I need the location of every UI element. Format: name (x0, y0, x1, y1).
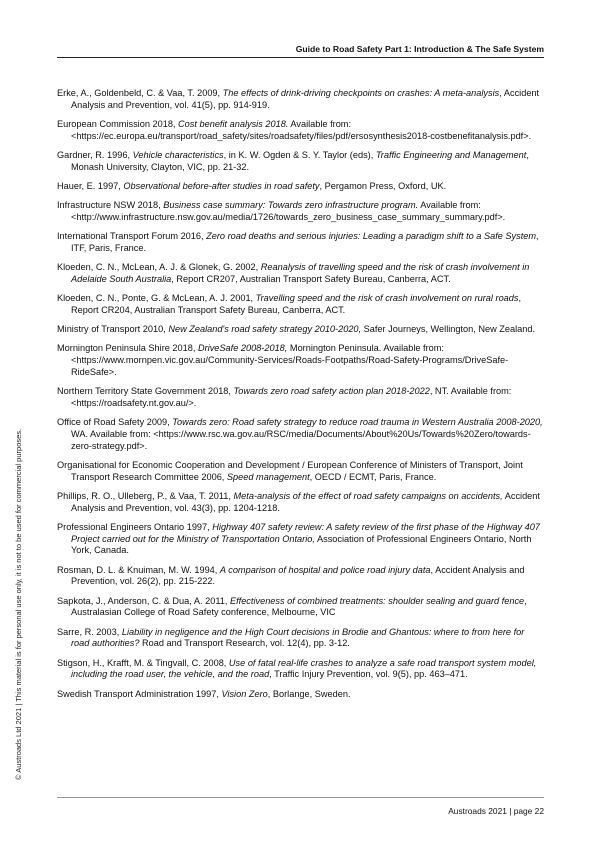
reference-entry (57, 119, 544, 143)
reference-text: , Australasian College of Road Safety conference, Melbourne, VIC (71, 595, 527, 618)
reference-entry (57, 386, 544, 410)
reference-text: Phillips, R. O., Ulleberg, P., & Vaa, T. 2011, (57, 490, 234, 501)
reference-text: Kloeden, C. N., McLean, A. J. & Glonek, G. 2002, (57, 262, 261, 273)
reference-title: Speed management (226, 471, 310, 482)
reference-entry (57, 88, 544, 112)
reference-text: , OECD / ECMT, Paris, France. (309, 471, 437, 482)
reference-entry (57, 460, 544, 484)
reference-title: The effects of drink-driving checkpoints on crashes: A meta-analysis (222, 88, 500, 98)
reference-entry (57, 627, 544, 651)
reference-text: , NT. Available from: <https://roadsafety.nt.gov.au/>. (71, 386, 512, 408)
reference-title: Observational before-after studies in road safety (123, 180, 320, 191)
reference-text: Available from: <https://ec.europa.eu/transport/road_safety/sites/roadsafety/files/pdf/ersosynthesis2018-costbenefitanalysis.pdf>. (71, 118, 532, 141)
reference-entry (57, 565, 544, 589)
reference-text: , Monash University, Clayton, VIC, pp. 21-32. (71, 149, 529, 172)
reference-text: WA. Available from: <https://www.rsc.wa.gov.au/RSC/media/Documents/About%20Us/Towards%20Zero/towards-zero-strategy.pdf>. (71, 428, 531, 451)
reference-title: Vision Zero (221, 688, 268, 699)
reference-entry (57, 324, 544, 336)
reference-title: Traffic Engineering and Management (375, 149, 527, 160)
reference-entry (57, 343, 544, 378)
reference-title: Liability in negligence and the High Court decisions in Brodie and Ghantous: where to from here for road authorities? (71, 626, 525, 649)
reference-title: Vehicle characteristics (132, 149, 224, 160)
reference-entry (57, 522, 544, 557)
reference-entry (57, 150, 544, 174)
reference-text: , Traffic Injury Prevention, vol. 9(5), pp. 463–471. (269, 669, 468, 680)
header-divider (57, 57, 544, 58)
reference-entry (57, 262, 544, 286)
reference-title: A comparison of hospital and police road injury data (219, 564, 431, 575)
reference-text: European Commission 2018, (57, 118, 179, 129)
reference-text: Road and Transport Research, vol. 12(4), pp. 3-12. (139, 638, 350, 649)
reference-text: Mornington Peninsula. Available from: <https://www.mornpen.vic.gov.au/Community-Services/Roads-Footpaths/Road-Safety-Programs/DriveSafe-RideSafe>. (71, 343, 509, 377)
reference-title: Travelling speed and the risk of crash involvement on rural roads (255, 293, 519, 304)
reference-entry (57, 293, 544, 317)
reference-text: Northern Territory State Government 2018, (57, 386, 234, 397)
reference-text: Ministry of Transport 2010, (57, 324, 169, 335)
running-header-title: Guide to Road Safety Part 1: Introduction & The Safe System (295, 44, 544, 54)
reference-text: Erke, A., Goldenbeld, C. & Vaa, T. 2009, (57, 88, 223, 98)
copyright-side-note: © Austroads Ltd 2021 | This material is for personal use only, it is not to be used for commercial purposes. (14, 428, 23, 780)
reference-text: Office of Road Safety 2009, (57, 417, 173, 428)
reference-text: Accident Analysis and Prevention, vol. 43(3), pp. 1204-1218. (71, 490, 540, 513)
reference-title: New Zealand's road safety strategy 2010-2020, (168, 324, 362, 335)
reference-entry (57, 200, 544, 224)
reference-entry (57, 231, 544, 255)
reference-text: Sarre, R. 2003, (57, 626, 122, 637)
reference-text: Sapkota, J., Anderson, C. & Dua, A. 2011, (57, 595, 230, 606)
reference-entry (57, 596, 544, 620)
reference-title: DriveSafe 2008-2018, (197, 343, 288, 354)
reference-text: Safer Journeys, Wellington, New Zealand. (361, 324, 536, 335)
reference-entry (57, 658, 544, 682)
reference-entry (57, 417, 544, 452)
reference-text: International Transport Forum 2016, (57, 231, 207, 242)
reference-title: Zero road deaths and serious injuries: Leading a paradigm shift to a Safe System (206, 231, 537, 242)
reference-text: Stigson, H., Krafft, M. & Tingvall, C. 2008, (57, 657, 229, 668)
reference-text: Infrastructure NSW 2018, (57, 200, 164, 211)
reference-text: Professional Engineers Ontario 1997, (57, 521, 213, 532)
reference-text: Available from: <http://www.infrastructure.nsw.gov.au/media/1726/towards_zero_business_case_summary_summary.pdf>. (71, 200, 506, 222)
reference-text: Organisational for Economic Cooperation and Development / European Conference of Ministers of Transport, Joint Transport Research Committee 2006, (57, 459, 523, 482)
reference-title: Effectiveness of combined treatments: shoulder sealing and guard fence (229, 595, 525, 606)
reference-text: Mornington Peninsula Shire 2018, (57, 343, 198, 354)
reference-title: Towards zero: Road safety strategy to reduce road trauma in Western Australia 2008-2020, (172, 417, 543, 428)
reference-title: Cost benefit analysis 2018. (178, 118, 289, 129)
reference-text: Gardner, R. 1996, (57, 149, 133, 160)
footer-page-label: Austroads 2021 | page 22 (448, 806, 544, 816)
reference-text: , Borlange, Sweden. (267, 688, 351, 699)
reference-text: , Report CR207, Australian Transport Safety Bureau, Canberra, ACT. (171, 273, 451, 284)
reference-text: Swedish Transport Administration 1997, (57, 688, 222, 699)
reference-text: Kloeden, C. N., Ponte, G. & McLean, A. J. 2001, (57, 293, 256, 304)
reference-title: Highway 407 safety review: A safety review of the first phase of the Highway 407 Project carried out for the Ministry of Transportation Ontario, (71, 521, 540, 544)
reference-entry (57, 689, 544, 701)
reference-entry (57, 181, 544, 193)
footer-divider (57, 797, 544, 798)
reference-entry (57, 491, 544, 515)
reference-text: Rosman, D. L. & Knuiman, M. W. 1994, (57, 564, 220, 575)
reference-title: Meta-analysis of the effect of road safety campaigns on accidents, (233, 490, 503, 501)
reference-title: Towards zero road safety action plan 2018-2022 (233, 386, 430, 397)
reference-title: Business case summary: Towards zero infrastructure program. (163, 200, 419, 211)
reference-text: Hauer, E. 1997, (57, 180, 124, 191)
reference-text: Association of Professional Engineers Ontario, North York, Canada. (71, 533, 532, 556)
reference-list (57, 88, 544, 708)
reference-text: , in K. W. Ogden & S. Y. Taylor (eds), (223, 149, 376, 160)
reference-text: , Pergamon Press, Oxford, UK. (319, 180, 447, 191)
reference-text: , ITF, Paris, France. (71, 231, 539, 253)
reference-title: Use of fatal real-life crashes to analyze a safe road transport system model, including the road user, the vehicle, and the road (71, 657, 537, 680)
reference-text: , Report CR204, Australian Transport Safety Bureau, Canberra, ACT. (71, 293, 522, 315)
reference-text: , Accident Analysis and Prevention, vol. 26(2), pp. 215-222. (71, 564, 525, 587)
reference-title: Reanalysis of travelling speed and the risk of crash involvement in Adelaide South Australia (71, 262, 530, 284)
reference-text: , Accident Analysis and Prevention, vol. 41(5), pp. 914-919. (71, 88, 540, 110)
